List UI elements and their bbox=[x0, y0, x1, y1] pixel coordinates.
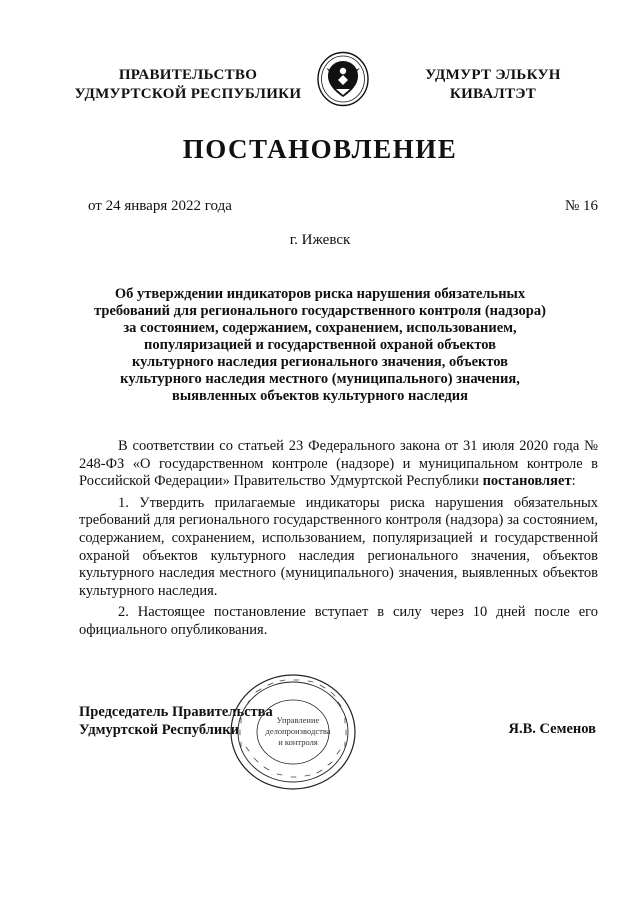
document-number: № 16 bbox=[564, 198, 598, 214]
decree-colon: : bbox=[571, 473, 576, 490]
document-city: г. Ижевск bbox=[289, 232, 351, 248]
udmurtia-coat-of-arms-icon bbox=[316, 51, 370, 107]
document-title bbox=[80, 286, 560, 405]
issuer-udmurt-line-2: КИВАЛТЭТ bbox=[449, 86, 537, 102]
document-date: от 24 января 2022 года bbox=[88, 198, 232, 214]
official-seal-stamp bbox=[228, 672, 358, 792]
issuer-line-1: ПРАВИТЕЛЬСТВО bbox=[118, 67, 258, 83]
issuer-line-2: УДМУРТСКОЙ РЕСПУБЛИКИ bbox=[74, 86, 302, 102]
item-2-paragraph: 2. Настоящее постановление вступает в силу через 10 дней после его официального опубликования. bbox=[79, 604, 598, 638]
title-line: требований для регионального государственного контроля (надзора) bbox=[94, 303, 546, 319]
issuer-name-russian bbox=[72, 66, 304, 104]
document-body bbox=[79, 438, 598, 644]
signatory-position-line-1: Председатель Правительства bbox=[79, 704, 273, 720]
title-line: Об утверждении индикаторов риска нарушения обязательных bbox=[114, 286, 526, 302]
title-line: культурного наследия регионального значения, объектов bbox=[131, 354, 509, 370]
document-type: ПОСТАНОВЛЕНИЕ bbox=[182, 134, 458, 164]
title-line: популяризацией и государственной охраной объектов bbox=[144, 337, 496, 353]
issuer-name-udmurt bbox=[398, 66, 588, 104]
signatory-position-line-2: Удмуртской Республики bbox=[79, 722, 239, 738]
stamp-line-3: и контроля bbox=[278, 737, 318, 747]
signatory-name: Я.В. Семенов bbox=[508, 721, 596, 737]
issuer-udmurt-line-1: УДМУРТ ЭЛЬКУН bbox=[425, 67, 561, 83]
item-1-paragraph: 1. Утвердить прилагаемые индикаторы риска нарушения обязательных требований для регионального государственного контроля (надзора) за состоянием, содержанием, сохранением, использованием, популяризацией и государственной охраной объектов культурного наследия регионального значения, объектов культурного наследия местного (муниципального) значения, выявленных объектов культурного наследия. bbox=[79, 494, 598, 599]
stamp-line-1: Управление bbox=[276, 715, 320, 725]
title-line: за состоянием, содержанием, сохранением, использованием, bbox=[123, 320, 517, 336]
preamble-paragraph bbox=[79, 438, 598, 491]
decree-word: постановляет bbox=[482, 473, 572, 490]
title-line: культурного наследия местного (муниципального) значения, bbox=[120, 371, 520, 387]
preamble-text: В соответствии со статьей 23 Федерального закона от 31 июля 2020 года № 248-ФЗ «О государственном контроле (надзоре) и муниципальном контроле в Российской Федерации» Правительство Удмуртской Республики bbox=[79, 438, 598, 490]
title-line: выявленных объектов культурного наследия bbox=[172, 388, 468, 404]
stamp-line-2: делопроизводства bbox=[265, 726, 331, 736]
